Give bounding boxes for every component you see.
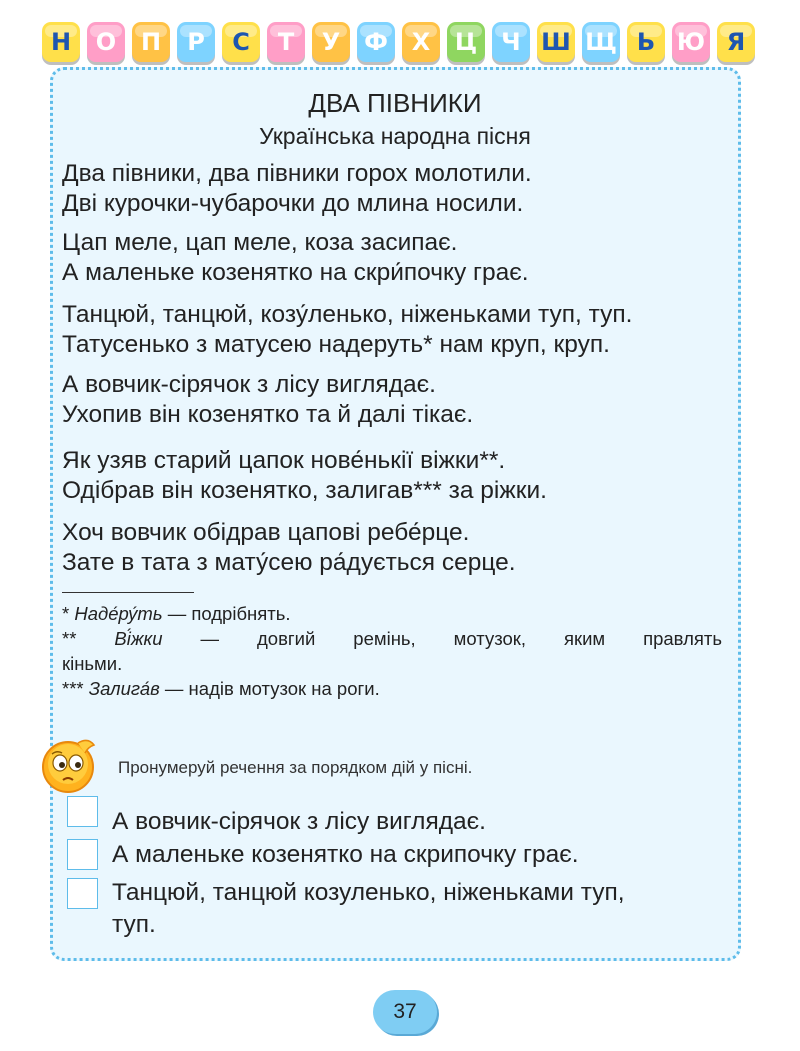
letter-tile (222, 22, 260, 62)
letter: С (232, 28, 250, 56)
letter-tile (132, 22, 170, 62)
number-box[interactable] (67, 878, 98, 909)
task-sentence: Танцюй, танцюй козуленько, ніженьками туп, (112, 879, 625, 906)
letter-tile (582, 22, 620, 62)
footnote-text: — надів мотузок на роги. (159, 678, 380, 699)
footnote-mark: ** (62, 628, 115, 649)
letter-tile (42, 22, 80, 62)
song-line: Дві курочки-чубарочки до млина носили. (62, 190, 524, 217)
letter: Ф (364, 28, 388, 56)
footnote-text: — подрібнять. (162, 603, 291, 624)
footnote-text: — довгий ремінь, мотузок, яким правлять (162, 628, 723, 649)
task-instruction: Пронумеруй речення за порядком дій у пісні. (118, 758, 473, 777)
letter-tile (492, 22, 530, 62)
page-number: 37 (393, 1000, 417, 1023)
footnote (62, 602, 722, 626)
letter: Ю (676, 28, 706, 56)
footnote (62, 627, 722, 651)
footnote (62, 677, 722, 701)
letter-tile (717, 22, 755, 62)
footnote-term: Залига́в (88, 678, 160, 699)
task-sentence-continuation: туп. (112, 911, 156, 938)
letter: П (140, 28, 162, 56)
song-line: Хоч вовчик обідрав цапові ребе́рце. (62, 519, 470, 546)
footnote-mark: * (62, 603, 75, 624)
letter-tile (267, 22, 305, 62)
song-subtitle: Українська народна пісня (259, 123, 531, 149)
song-line: А маленьке козенятко на скри́почку грає. (62, 259, 529, 286)
alphabet-strip (42, 22, 758, 68)
footnote-term: Наде́ру́ть (74, 603, 163, 624)
letter: Р (187, 28, 205, 56)
letter-tile (447, 22, 485, 62)
footnote-mark: *** (62, 678, 89, 699)
letter-tile (402, 22, 440, 62)
footnote-continuation: кіньми. (62, 653, 123, 674)
number-box[interactable] (67, 839, 98, 870)
number-box[interactable] (67, 796, 98, 827)
letter-tile (177, 22, 215, 62)
letter: Н (50, 28, 72, 56)
letter: О (95, 28, 117, 56)
letter-tile (87, 22, 125, 62)
song-line: А вовчик-сірячок з лісу виглядає. (62, 371, 436, 398)
task-sentence: А маленьке козенятко на скрипочку грає. (112, 841, 579, 868)
letter-tile (537, 22, 575, 62)
footnote-divider (62, 592, 194, 593)
letter: Т (277, 28, 295, 56)
letter: Ц (454, 28, 478, 56)
song-line: Одібрав він козенятко, залигав*** за ріжки. (62, 477, 547, 504)
letter-tile (627, 22, 665, 62)
letter: Щ (585, 28, 617, 56)
song-line: Два півники, два півники горох молотили. (62, 160, 532, 187)
song-line: Танцюй, танцюй, козу́ленько, ніженьками туп, туп. (62, 301, 633, 328)
letter: Ш (541, 28, 571, 56)
song-line: Зате в тата з мату́сею ра́дується серце. (62, 549, 516, 576)
letter: Х (411, 28, 431, 56)
task-sentence: А вовчик-сірячок з лісу виглядає. (112, 808, 486, 835)
song-line: Ухопив він козенятко та й далі тікає. (62, 401, 474, 428)
letter-tile (357, 22, 395, 62)
page-number-badge (373, 990, 437, 1034)
letter-tile (312, 22, 350, 62)
song-line: Як узяв старий цапок нове́нькії віжки**. (62, 447, 506, 474)
song-title: ДВА ПІВНИКИ (308, 88, 482, 118)
letter-tile (672, 22, 710, 62)
letter: У (321, 28, 341, 56)
letter: Ь (636, 28, 656, 56)
song-line: Татусенько з матусею надеруть* нам круп, круп. (62, 331, 610, 358)
thinking-smiley-icon (36, 735, 104, 795)
letter: Я (726, 28, 746, 56)
footnote-term: Ві́жки (114, 628, 163, 649)
song-line: Цап меле, цап меле, коза засипає. (62, 229, 458, 256)
letter: Ч (501, 28, 521, 56)
